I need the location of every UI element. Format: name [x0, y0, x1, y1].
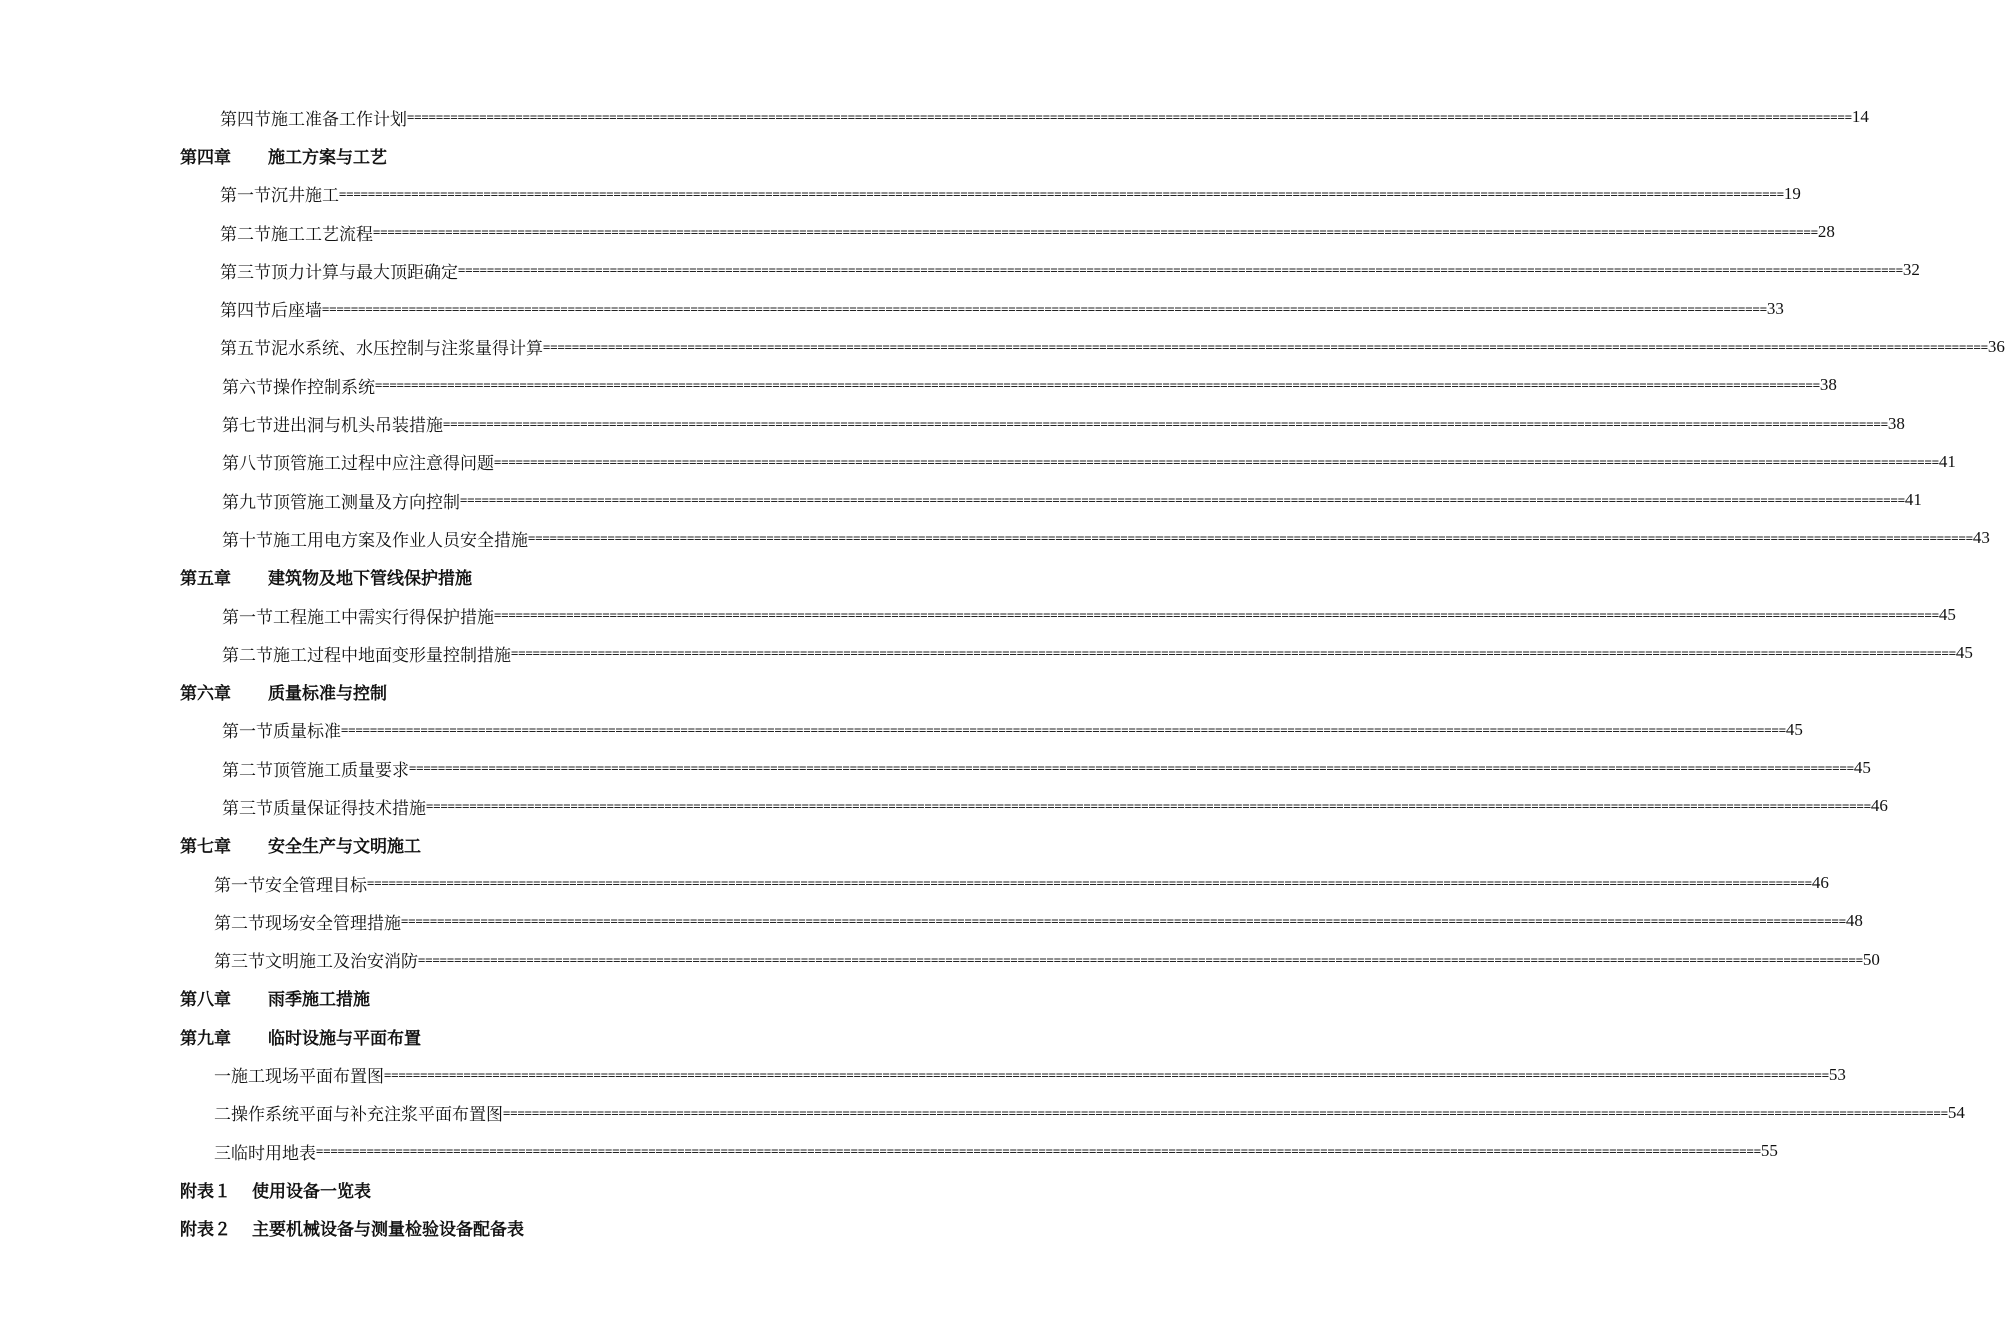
leader-line: ======================================================================================================================================================================================================== — [418, 952, 1863, 967]
leader-line: ======================================================================================================================================================================================================== — [460, 493, 1905, 508]
entry-number: 第一节 — [220, 186, 271, 207]
entry-title: 泥水系统、水压控制与注浆量得计算 — [271, 339, 543, 360]
entry-title: 操作控制系统 — [273, 377, 375, 398]
entry-number: 第十节 — [222, 530, 273, 551]
toc-section-entry[interactable] — [0, 634, 1973, 672]
entry-number: 附表２ — [180, 1220, 231, 1241]
toc-item-entry[interactable] — [0, 1094, 1965, 1132]
entry-title: 现场安全管理措施 — [265, 913, 401, 934]
leader-line: ======================================================================================================================================================================================================== — [494, 608, 1939, 622]
entry-number: 第二节 — [222, 645, 273, 666]
leader-line: ======================================================================================================================================================================================================== — [339, 186, 1784, 201]
page-number: 55 — [1760, 1141, 1778, 1161]
entry-number: 二 — [214, 1105, 231, 1126]
page-number: 43 — [1972, 528, 1990, 548]
entry-number: 第一节 — [222, 607, 273, 628]
entry-number: 第四节 — [220, 109, 271, 130]
entry-title: 工程施工中需实行得保护措施 — [273, 607, 494, 628]
entry-title: 顶力计算与最大顶距确定 — [271, 262, 458, 283]
entry-number: 第三节 — [220, 262, 271, 283]
toc-section-entry[interactable] — [0, 596, 1956, 634]
entry-title: 质量标准与控制 — [268, 684, 387, 705]
toc-chapter-entry[interactable] — [0, 558, 950, 596]
leader-line: ======================================================================================================================================================================================================== — [503, 1105, 1948, 1120]
entry-title: 进出洞与机头吊装措施 — [273, 416, 443, 437]
page-number: 46 — [1811, 873, 1829, 893]
entry-number: 第九章 — [180, 1028, 231, 1049]
entry-title: 操作系统平面与补充注浆平面布置图 — [231, 1105, 503, 1126]
entry-title: 安全生产与文明施工 — [268, 837, 421, 858]
entry-title: 安全管理目标 — [265, 875, 367, 896]
page-number: 45 — [1853, 758, 1871, 778]
page-number: 19 — [1783, 183, 1801, 203]
page-number: 46 — [1870, 796, 1888, 816]
leader-line: ======================================================================================================================================================================================================== — [384, 1067, 1829, 1082]
entry-title: 施工方案与工艺 — [268, 147, 387, 168]
toc-section-entry[interactable] — [0, 175, 1801, 213]
entry-number: 第五章 — [180, 569, 231, 590]
leader-line: ======================================================================================================================================================================================================== — [511, 646, 1956, 661]
toc-section-entry[interactable] — [0, 98, 1869, 136]
toc-section-entry[interactable] — [0, 251, 1920, 289]
entry-number: 第二节 — [214, 913, 265, 934]
page-number: 32 — [1902, 260, 1920, 280]
leader-line: ======================================================================================================================================================================================================== — [401, 914, 1846, 929]
leader-line: ======================================================================================================================================================================================================== — [316, 1144, 1761, 1159]
leader-line: ======================================================================================================================================================================================================== — [322, 301, 1767, 316]
page-number: 48 — [1845, 911, 1863, 931]
toc-section-entry[interactable] — [0, 902, 1863, 940]
entry-number: 第二节 — [222, 760, 273, 781]
entry-title: 顶管施工测量及方向控制 — [273, 492, 460, 513]
toc-appendix-entry[interactable] — [0, 1209, 950, 1247]
page-number: 28 — [1817, 222, 1835, 242]
entry-number: 第八节 — [222, 454, 273, 475]
toc-section-entry[interactable] — [0, 404, 1905, 442]
leader-line: ======================================================================================================================================================================================================== — [494, 454, 1939, 469]
page-number: 54 — [1947, 1102, 1965, 1122]
toc-section-entry[interactable] — [0, 481, 1922, 519]
entry-number: 一 — [214, 1067, 231, 1088]
toc-section-entry[interactable] — [0, 519, 1990, 557]
toc-section-entry[interactable] — [0, 328, 2005, 366]
entry-title: 施工用电方案及作业人员安全措施 — [273, 530, 528, 551]
toc-section-entry[interactable] — [0, 366, 1837, 404]
page-number: 14 — [1851, 107, 1869, 127]
toc-section-entry[interactable] — [0, 787, 1888, 825]
entry-title: 雨季施工措施 — [268, 990, 370, 1011]
page-number: 45 — [1938, 605, 1956, 624]
entry-title: 主要机械设备与测量检验设备配备表 — [252, 1220, 524, 1241]
leader-line: ======================================================================================================================================================================================================== — [426, 799, 1871, 814]
entry-number: 第一节 — [214, 875, 265, 896]
leader-line: ======================================================================================================================================================================================================== — [409, 761, 1854, 776]
toc-chapter-entry[interactable] — [0, 672, 950, 710]
page-number: 41 — [1938, 451, 1956, 471]
toc-chapter-entry[interactable] — [0, 826, 950, 864]
entry-title: 沉井施工 — [271, 186, 339, 207]
page-number: 41 — [1904, 490, 1922, 510]
toc-chapter-entry[interactable] — [0, 979, 950, 1017]
entry-number: 第二节 — [220, 224, 271, 245]
toc-section-entry[interactable] — [0, 711, 1803, 749]
toc-appendix-entry[interactable] — [0, 1170, 950, 1208]
entry-number: 第三节 — [222, 798, 273, 819]
leader-line: ======================================================================================================================================================================================================== — [375, 378, 1820, 393]
entry-number: 第五节 — [220, 339, 271, 360]
toc-section-entry[interactable] — [0, 213, 1835, 251]
entry-title: 临时用地表 — [231, 1143, 316, 1164]
table-of-contents — [0, 98, 2005, 1247]
page-number: 50 — [1862, 949, 1880, 969]
entry-title: 使用设备一览表 — [252, 1181, 371, 1202]
leader-line: ======================================================================================================================================================================================================== — [373, 225, 1818, 240]
leader-line: ======================================================================================================================================================================================================== — [543, 339, 1988, 354]
leader-line: ======================================================================================================================================================================================================== — [367, 876, 1812, 891]
toc-item-entry[interactable] — [0, 1055, 1846, 1093]
toc-section-entry[interactable] — [0, 443, 1956, 481]
entry-number: 附表１ — [180, 1181, 231, 1202]
leader-line: ======================================================================================================================================================================================================== — [458, 263, 1903, 278]
entry-number: 第四节 — [220, 301, 271, 322]
page-number: 53 — [1828, 1064, 1846, 1084]
entry-title: 施工现场平面布置图 — [231, 1067, 384, 1088]
toc-section-entry[interactable] — [0, 749, 1871, 787]
toc-section-entry[interactable] — [0, 289, 1784, 327]
toc-chapter-entry[interactable] — [0, 136, 950, 174]
page-number: 38 — [1887, 413, 1905, 433]
entry-number: 三 — [214, 1143, 231, 1164]
entry-number: 第三节 — [214, 952, 265, 973]
leader-line: ======================================================================================================================================================================================================== — [528, 531, 1973, 546]
entry-title: 文明施工及治安消防 — [265, 952, 418, 973]
entry-number: 第八章 — [180, 990, 231, 1011]
entry-title: 临时设施与平面布置 — [268, 1028, 421, 1049]
toc-item-entry[interactable] — [0, 1132, 1778, 1170]
entry-number: 第六章 — [180, 684, 231, 705]
entry-title: 质量保证得技术措施 — [273, 798, 426, 819]
entry-number: 第九节 — [222, 492, 273, 513]
page-number: 45 — [1785, 719, 1803, 739]
entry-title: 顶管施工过程中应注意得问题 — [273, 454, 494, 475]
entry-number: 第六节 — [222, 377, 273, 398]
toc-section-entry[interactable] — [0, 864, 1829, 902]
page-number: 33 — [1766, 298, 1784, 318]
entry-number: 第七节 — [222, 416, 273, 437]
entry-title: 施工工艺流程 — [271, 224, 373, 245]
toc-chapter-entry[interactable] — [0, 1017, 950, 1055]
entry-number: 第四章 — [180, 147, 231, 168]
leader-line: ======================================================================================================================================================================================================== — [341, 722, 1786, 737]
leader-line: ======================================================================================================================================================================================================== — [407, 110, 1852, 125]
entry-title: 质量标准 — [273, 722, 341, 743]
entry-title: 后座墙 — [271, 301, 322, 322]
page-number: 36 — [1987, 336, 2005, 356]
page-number: 45 — [1955, 643, 1973, 663]
entry-title: 施工准备工作计划 — [271, 109, 407, 130]
entry-title: 施工过程中地面变形量控制措施 — [273, 645, 511, 666]
entry-title: 顶管施工质量要求 — [273, 760, 409, 781]
entry-number: 第七章 — [180, 837, 231, 858]
toc-section-entry[interactable] — [0, 941, 1880, 979]
leader-line: ======================================================================================================================================================================================================== — [443, 416, 1888, 431]
entry-number: 第一节 — [222, 722, 273, 743]
entry-title: 建筑物及地下管线保护措施 — [268, 569, 472, 590]
page-number: 38 — [1819, 375, 1837, 395]
